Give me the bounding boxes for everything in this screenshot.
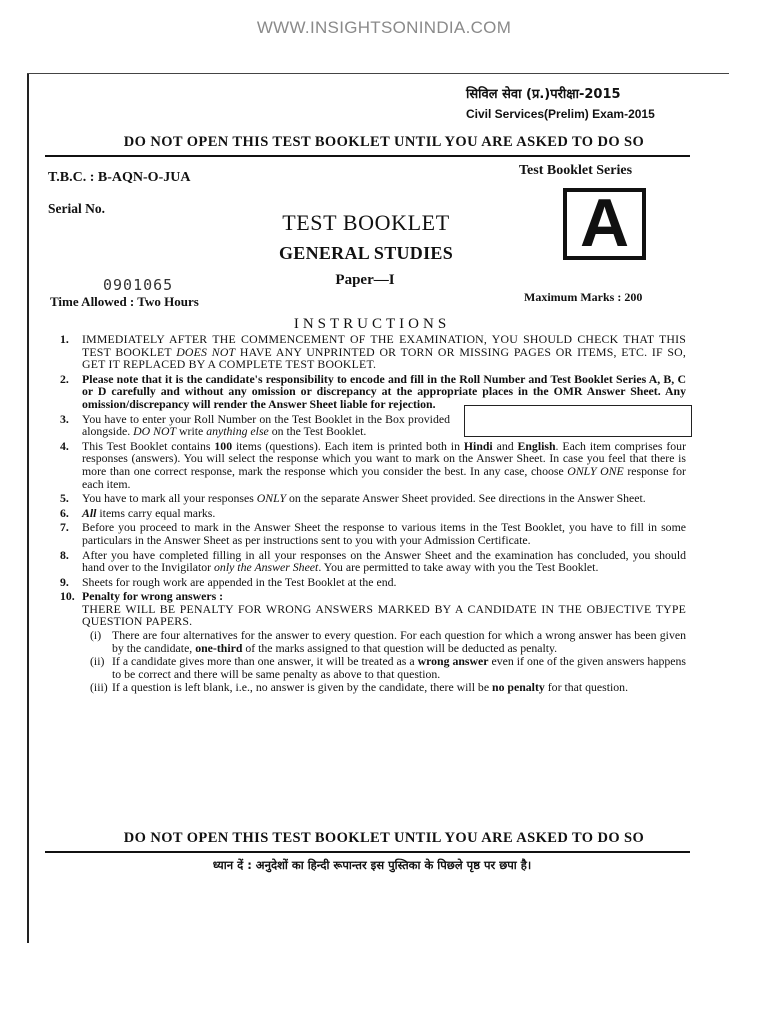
divider-top [45, 155, 690, 157]
instruction-number: 3. [60, 411, 69, 426]
text-run: wrong answer [417, 654, 489, 669]
text-run: items carry equal marks. [96, 505, 216, 520]
instruction-text: Sheets for rough work are appended in the Test Booklet at the end. [82, 574, 397, 589]
text-run: English [517, 438, 556, 453]
penalty-item-3 [90, 681, 686, 694]
instruction-number: 4. [60, 438, 69, 453]
instruction-10 [60, 590, 686, 694]
watermark-url: WWW.INSIGHTSONINDIA.COM [256, 18, 512, 37]
text-run: one-third [195, 640, 243, 655]
instruction-text: Please note that it is the candidate's responsibility to encode and fill in the Roll Number and Test Booklet Series A, B, C or D carefully and without any omission or discrepancy at the appropriate places in the OMR Answer Sheet. Any omission/discrepancy will render the Answer Sheet liable for rejection. [82, 371, 686, 411]
text-run: even if one of the given answers happens to be correct and there will be same penalty as above to that question. [112, 654, 686, 681]
text-run: You have to mark all your responses [82, 491, 257, 506]
instruction-3 [60, 413, 686, 438]
instruction-4 [60, 440, 686, 490]
maximum-marks: Maximum Marks : 200 [524, 290, 643, 304]
text-run: . You are permitted to take away with you the Test Booklet. [318, 560, 599, 575]
instruction-9 [60, 576, 686, 589]
text-run: items (questions). Each item is printed both in [232, 438, 464, 453]
sub-number: (iii) [90, 680, 108, 695]
paper-title: Paper—I [335, 272, 395, 288]
penalty-item-2 [90, 655, 686, 680]
text-run: write [176, 424, 207, 439]
instruction-7 [60, 521, 686, 546]
text-run: This Test Booklet contains [82, 438, 215, 453]
text-run: response for each item. [82, 463, 686, 491]
exam-title-hindi: सिविल सेवा (प्र.)परीक्षा-2015 [466, 87, 621, 102]
instruction-8 [60, 549, 686, 574]
penalty-caps-text: THERE WILL BE PENALTY FOR WRONG ANSWERS MARKED BY A CANDIDATE IN THE OBJECTIVE TYPE QUESTION PAPERS. [82, 601, 686, 629]
instruction-number: 1. [60, 332, 69, 346]
text-run: If a question is left blank, i.e., no answer is given by the candidate, there will be [112, 680, 493, 695]
page-top-border [27, 73, 729, 74]
instruction-number: 8. [60, 547, 69, 562]
exam-title-english: Civil Services(Prelim) Exam-2015 [466, 107, 655, 121]
roll-number-box[interactable] [464, 405, 692, 437]
tbc-code: T.B.C. : B-AQN-O-JUA [48, 170, 191, 185]
sub-text [112, 681, 686, 694]
instruction-5 [60, 492, 686, 505]
booklet-title: TEST BOOKLET [282, 210, 450, 235]
text-run: and [492, 438, 518, 453]
instruction-number: 7. [60, 520, 69, 535]
text-run: DO NOT [133, 424, 177, 439]
text-run: HAVE ANY UNPRINTED OR TORN OR MISSING PAGES OR ITEMS, ETC. IF SO, GET IT REPLACED BY A COMPLETE TEST BOOKLET. [82, 344, 686, 372]
text-run: You have to enter your Roll Number on the Test Booklet in the Box provided alongside. [82, 411, 450, 439]
text-run: After you have completed filling in all your responses on the Answer Sheet and the examination has concluded, you should hand over to the Invigilator [82, 547, 686, 575]
instruction-text [82, 590, 686, 694]
instruction-number: 2. [60, 371, 69, 386]
divider-bottom [45, 851, 690, 853]
instruction-number: 6. [60, 505, 69, 520]
page-left-border [27, 73, 29, 943]
text-run: ONLY [256, 491, 287, 506]
text-run: If a candidate gives more than one answer, it will be treated as a [112, 654, 418, 669]
instructions-heading: INSTRUCTIONS [293, 316, 451, 332]
subject-title: GENERAL STUDIES [278, 243, 454, 263]
sub-number: (ii) [90, 654, 105, 669]
series-label: Test Booklet Series [519, 163, 633, 178]
sub-number: (i) [90, 628, 102, 643]
text-run: 100 [214, 438, 233, 453]
text-run: no penalty [492, 680, 545, 695]
text-run: on the Test Booklet. [268, 424, 367, 439]
instruction-text [82, 507, 686, 520]
instruction-text [82, 413, 692, 438]
instruction-number: 9. [60, 574, 69, 589]
penalty-heading: Penalty for wrong answers : [82, 589, 224, 604]
instruction-text [82, 333, 686, 371]
text-run: DOES NOT [176, 344, 236, 359]
instruction-number: 5. [60, 491, 69, 506]
text-run: There are four alternatives for the answer to every question. For each question for which a wrong answer has been given by the candidate, [112, 628, 686, 655]
instruction-text [82, 549, 686, 574]
warning-bottom: DO NOT OPEN THIS TEST BOOKLET UNTIL YOU ARE ASKED TO DO SO [123, 830, 645, 846]
warning-top: DO NOT OPEN THIS TEST BOOKLET UNTIL YOU ARE ASKED TO DO SO [123, 134, 645, 150]
text-run: only the Answer Sheet [214, 560, 319, 575]
text-run: All [82, 505, 97, 520]
instruction-1 [60, 333, 686, 371]
instruction-text [82, 492, 686, 505]
instruction-text [82, 440, 686, 490]
instruction-6 [60, 507, 686, 520]
penalty-item-1 [90, 629, 686, 654]
text-run: Hindi [463, 438, 493, 453]
time-allowed: Time Allowed : Two Hours [50, 294, 199, 309]
text-run: IMMEDIATELY AFTER THE COMMENCEMENT OF THE EXAMINATION, YOU SHOULD CHECK THAT THIS TEST BOOKLET [82, 332, 686, 359]
instruction-number: 10. [60, 589, 75, 604]
hindi-note: ध्यान दें : अनुदेशों का हिन्दी रूपान्तर इस पुस्तिका के पिछले पृष्ठ पर छपा है। [212, 858, 532, 872]
text-run: for that question. [544, 680, 629, 695]
instruction-text: Before you proceed to mark in the Answer Sheet the response to various items in the Test Booklet, you have to fill in some particulars in the Answer Sheet as per instructions sent to you with your Admission Certificate. [82, 520, 686, 547]
sub-text [112, 655, 686, 680]
series-letter-box: A [563, 188, 646, 260]
text-run: anything else [206, 424, 269, 439]
text-run: on the separate Answer Sheet provided. See directions in the Answer Sheet. [286, 491, 646, 506]
text-run: of the marks assigned to that question will be deducted as penalty. [242, 640, 558, 655]
serial-number: 0901065 [103, 276, 174, 294]
text-run: ONLY ONE [567, 463, 624, 478]
sub-text [112, 629, 686, 654]
roll-text [82, 413, 450, 438]
text-run: . Each item comprises four responses (answers). You will select the response which you want to mark on the Answer Sheet. In case you feel that there is more than one correct response, mark the response which you consider the best. In any case, choose [82, 438, 687, 478]
serial-label: Serial No. [48, 201, 105, 216]
instructions-list [60, 333, 686, 696]
